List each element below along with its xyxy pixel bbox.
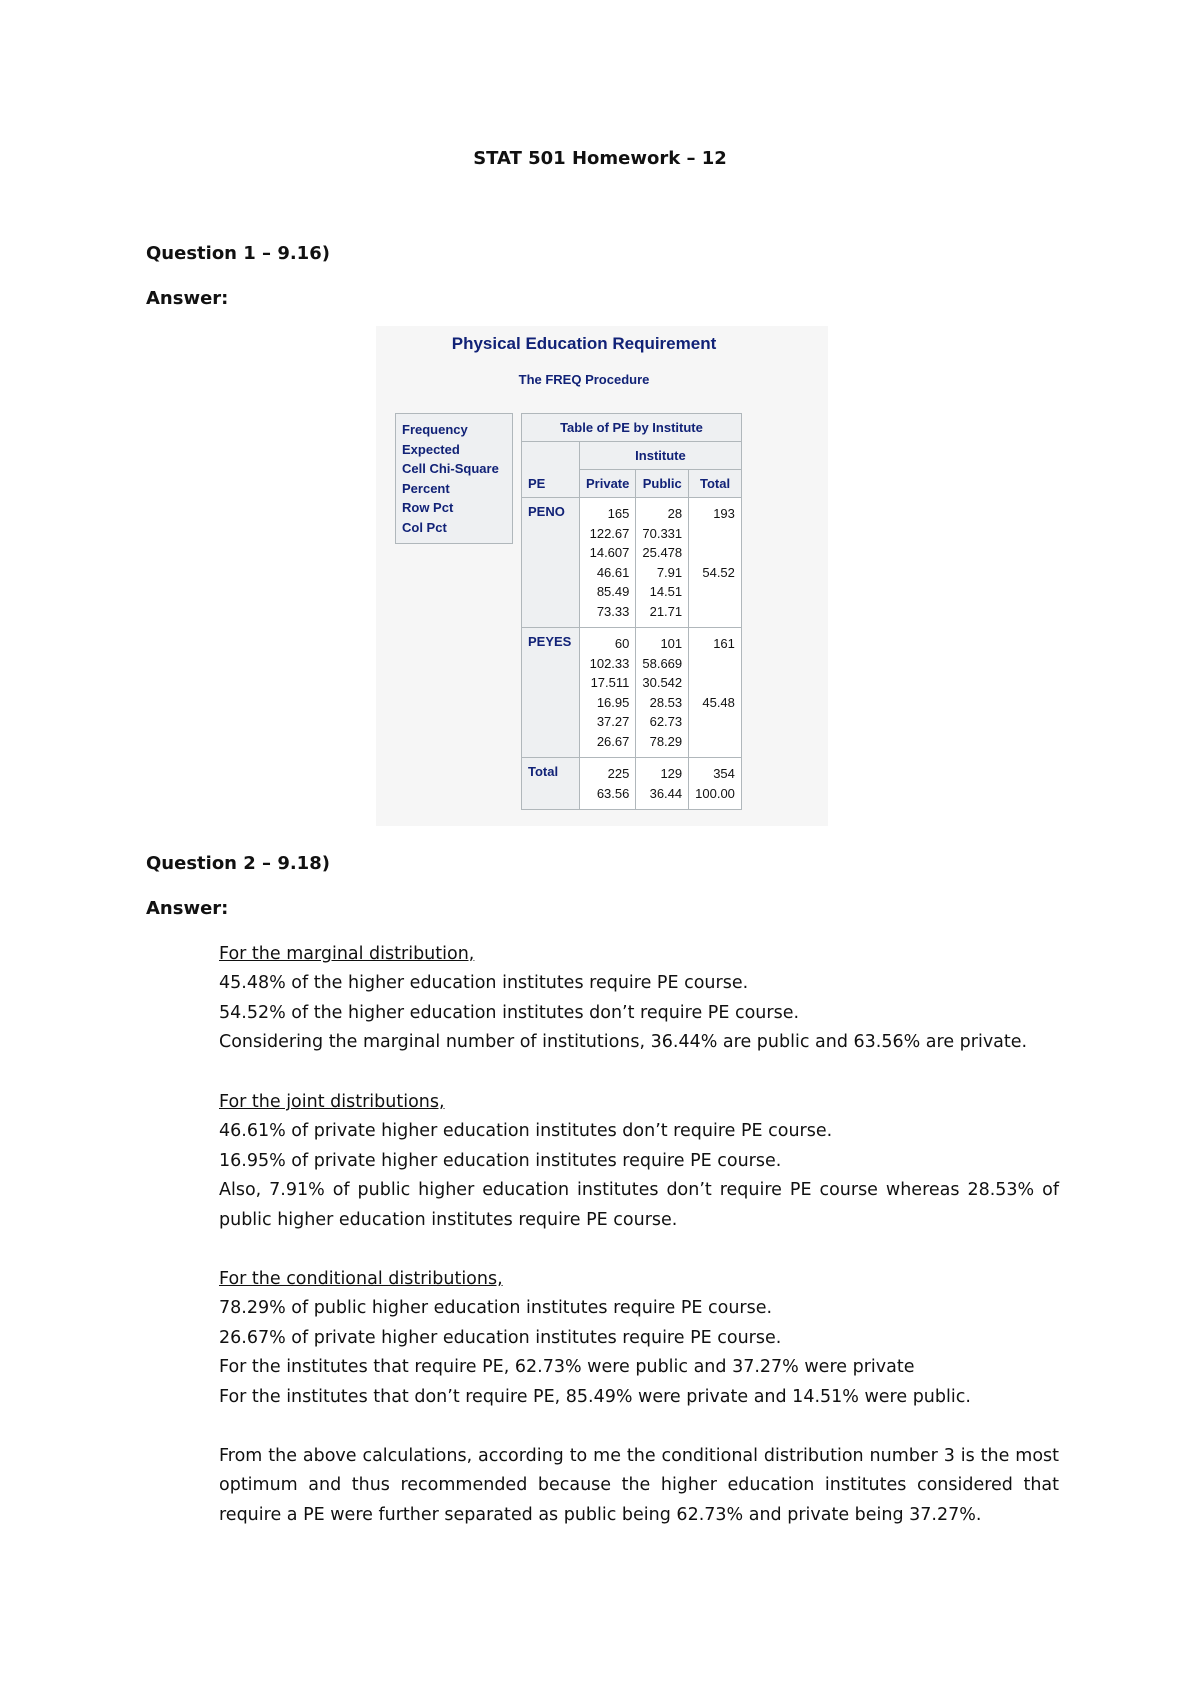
answer-line: 78.29% of public higher education institutes require PE course. [219,1298,773,1319]
legend-item: Expected [402,441,460,457]
answer-line: For the institutes that require PE, 62.73% were public and 37.27% were private [219,1357,915,1378]
sas-procedure-name: The FREQ Procedure [518,372,650,387]
cell-peno-public [636,498,689,628]
answer-line: Also, 7.91% of public higher education institutes don’t require PE course whereas 28.53% of public higher education institutes require PE course. [219,1180,1059,1230]
cell-value: 58.669 [642,655,683,671]
cell-value: 73.33 [596,603,630,619]
question-1-answer-label: Answer: [146,288,229,309]
cell-value: 28.53 [649,694,683,710]
cell-value: 36.44 [649,785,683,801]
cell-value: 60 [614,636,630,651]
cell-value: 100.00 [695,785,735,801]
column-header-public: Public [636,470,689,498]
cell-value: 28 [667,506,683,521]
column-header-total: Total [689,470,742,498]
cell-value: 193 [713,506,735,521]
cell-value [695,524,735,544]
cell-total-public [636,758,689,810]
table-title: Table of PE by Institute [522,414,742,442]
cell-value: 101 [660,636,683,651]
cell-value: 129 [660,766,683,781]
cell-value: 25.478 [642,545,683,560]
cell-value [695,654,735,674]
table-row [522,628,742,758]
legend-item: Col Pct [402,519,447,535]
column-group-header: Institute [580,442,742,470]
corner-cell [522,442,580,470]
answer-line: 45.48% of the higher education institutes require PE course. [219,973,749,994]
sas-output-panel [376,326,828,826]
question-1-heading: Question 1 – 9.16) [146,243,330,264]
legend-item: Frequency [402,422,468,437]
legend-item: Percent [402,480,450,496]
row-header-total: Total [522,758,580,810]
marginal-section [219,940,1059,1058]
answer-line: Considering the marginal number of institutions, 36.44% are public and 63.56% are private. [219,1032,1028,1053]
question-2-heading: Question 2 – 9.18) [146,853,330,874]
conclusion-section [219,1442,1059,1530]
answer-line: For the institutes that don’t require PE, 85.49% were private and 14.51% were public. [219,1386,971,1407]
table-row [522,498,742,628]
cell-peyes-total [689,628,742,758]
cell-value: 54.52 [702,564,735,580]
joint-section [219,1088,1059,1235]
cell-value: 26.67 [596,733,630,749]
answer-line: 26.67% of private higher education institutes require PE course. [219,1327,782,1348]
cell-value: 165 [607,506,630,521]
cell-grand-total [689,758,742,810]
answer-line: 16.95% of private higher education institutes require PE course. [219,1150,782,1171]
cell-value: 7.91 [656,564,683,580]
cell-value [695,673,735,693]
cell-value: 78.29 [649,733,683,749]
cell-total-private [580,758,636,810]
cell-value: 122.67 [589,525,630,541]
cell-value: 37.27 [596,714,630,729]
cell-peyes-private [580,628,636,758]
cell-value: 16.95 [596,694,630,710]
row-variable-header: PE [522,470,580,498]
cell-value: 161 [713,636,735,651]
legend-item: Row Pct [402,500,454,515]
cell-value: 46.61 [596,564,630,580]
row-header-peno: PENO [522,498,580,628]
cell-value: 225 [607,766,630,781]
cell-value: 102.33 [589,655,630,671]
legend-item: Cell Chi-Square [402,461,499,476]
question-2-answer-label: Answer: [146,898,229,919]
cell-peno-private [580,498,636,628]
document-title: STAT 501 Homework – 12 [473,148,727,169]
table-row [522,758,742,810]
cell-value: 70.331 [642,525,683,541]
sas-output-title: Physical Education Requirement [451,334,717,353]
cell-value: 354 [713,766,735,781]
cell-value [695,582,735,602]
cell-value [695,543,735,563]
column-header-private: Private [580,470,636,498]
cell-peno-total [689,498,742,628]
cell-value: 62.73 [649,714,683,729]
cell-value: 63.56 [596,785,630,801]
cell-value: 45.48 [702,694,735,710]
answer-line: 46.61% of private higher education institutes don’t require PE course. [219,1121,833,1142]
answer-line: 54.52% of the higher education institutes don’t require PE course. [219,1002,800,1023]
cell-value: 21.71 [649,603,683,619]
cell-value [695,602,735,622]
cell-contents-legend [395,413,513,544]
cell-value: 14.607 [589,545,630,560]
frequency-table [521,413,742,810]
cell-value [695,732,735,752]
cell-value [695,712,735,732]
section-heading: For the marginal distribution, [219,944,475,964]
row-header-peyes: PEYES [522,628,580,758]
conclusion-paragraph: From the above calculations, according to me the conditional distribution number 3 is the most optimum and thus recommended because the higher education institutes considered that require a PE were further separated as public being 62.73% and private being 37.27%. [219,1446,1059,1525]
section-heading: For the joint distributions, [219,1092,445,1112]
cell-value: 30.542 [642,675,683,690]
cell-peyes-public [636,628,689,758]
section-heading: For the conditional distributions, [219,1269,503,1289]
cell-value: 85.49 [596,584,630,599]
conditional-section [219,1265,1059,1412]
cell-value: 17.511 [590,675,630,690]
cell-value: 14.51 [649,584,683,599]
